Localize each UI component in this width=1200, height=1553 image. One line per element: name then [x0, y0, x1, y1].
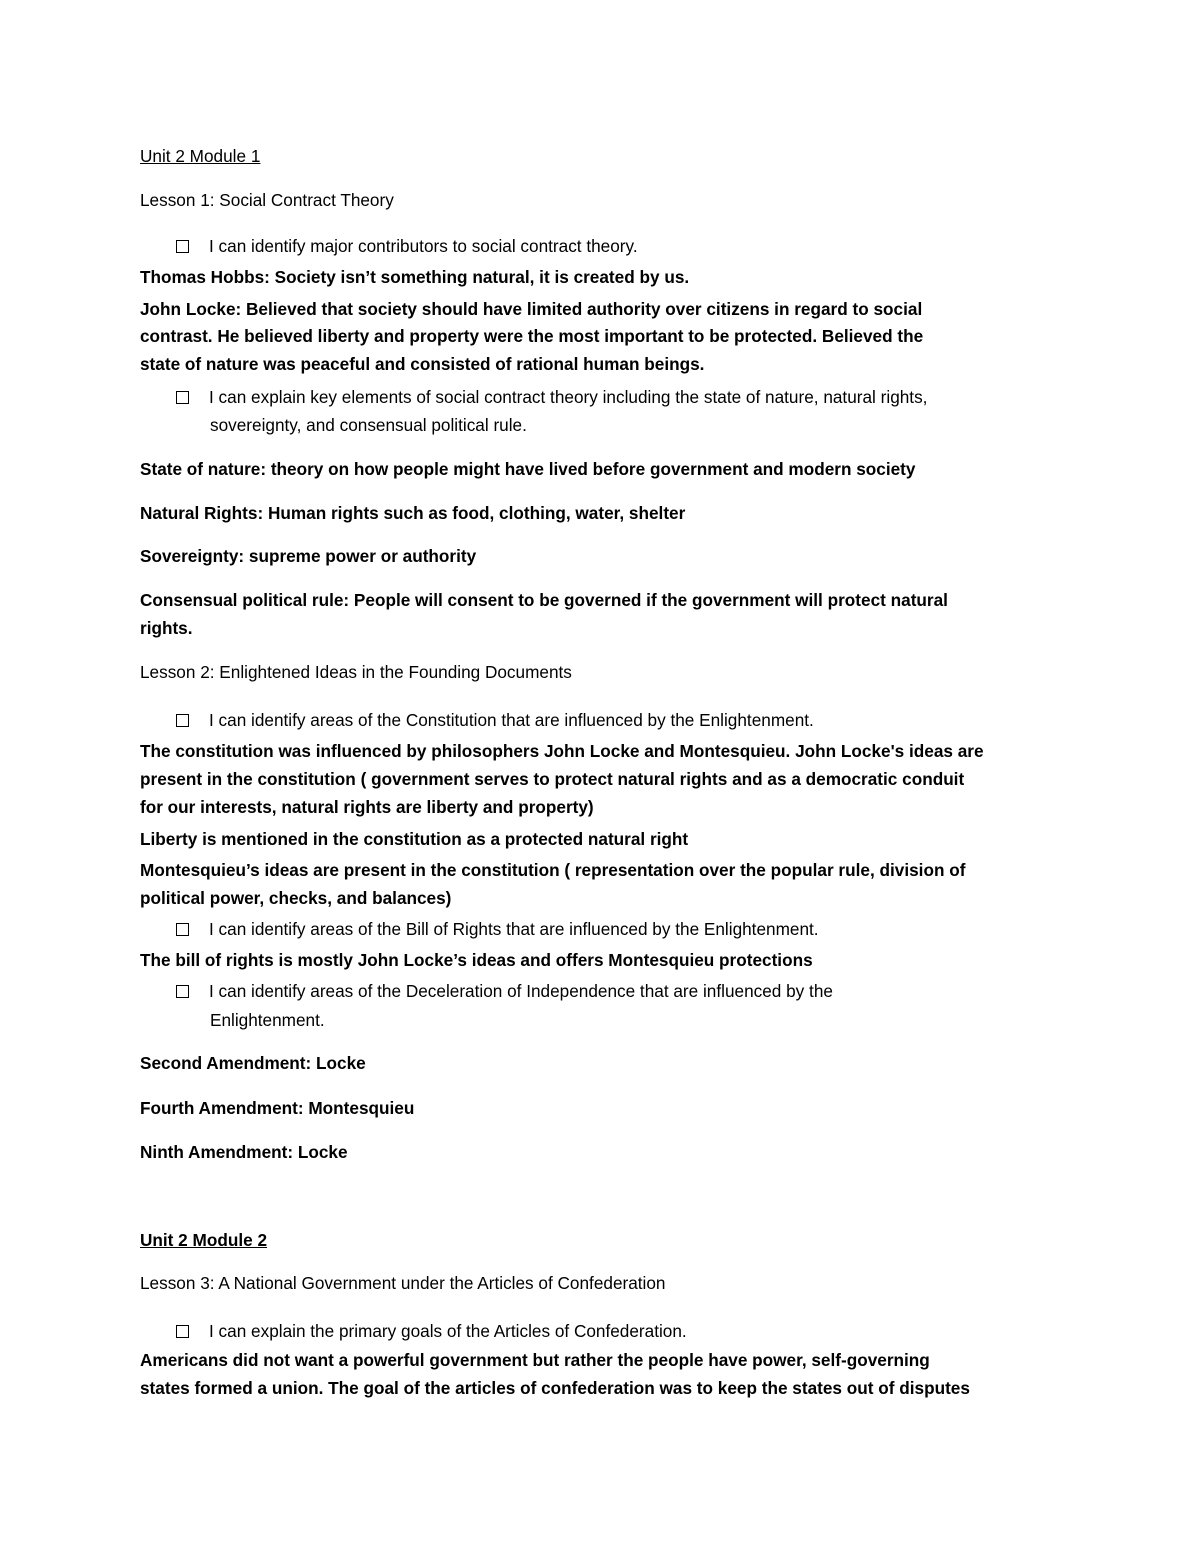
lesson-2-goal-3-cont: Enlightenment. [210, 1010, 325, 1030]
lesson-2-title: Lesson 2: Enlightened Ideas in the Founding Documents [140, 662, 572, 682]
second-amendment-note: Second Amendment: Locke [140, 1053, 366, 1073]
fourth-amendment-note: Fourth Amendment: Montesquieu [140, 1098, 415, 1118]
hobbs-note: Thomas Hobbs: Society isn’t something natural, it is created by us. [140, 267, 690, 287]
liberty-note: Liberty is mentioned in the constitution as a protected natural right [140, 829, 689, 849]
montesquieu-note-line-1: Montesquieu’s ideas are present in the constitution ( representation over the popular rule, division of [140, 860, 966, 880]
ninth-amendment-note: Ninth Amendment: Locke [140, 1142, 348, 1162]
lesson-2-goal-3: I can identify areas of the Deceleration of Independence that are influenced by the [176, 981, 833, 1001]
lesson-1-goal-1: I can identify major contributors to social contract theory. [176, 236, 638, 256]
module-2-heading: Unit 2 Module 2 [140, 1230, 268, 1250]
lesson-3-title: Lesson 3: A National Government under the Articles of Confederation [140, 1273, 666, 1293]
bill-of-rights-note: The bill of rights is mostly John Locke’s ideas and offers Montesquieu protections [140, 950, 813, 970]
americans-note-line-2: states formed a union. The goal of the articles of confederation was to keep the states out of disputes [140, 1378, 970, 1398]
natural-rights-note: Natural Rights: Human rights such as food, clothing, water, shelter [140, 503, 686, 523]
constitution-note-line-3: for our interests, natural rights are liberty and property) [140, 797, 594, 817]
module-1-heading: Unit 2 Module 1 [140, 146, 261, 166]
consensual-rule-line-1: Consensual political rule: People will consent to be governed if the government will protect natural [140, 590, 948, 610]
sovereignty-note: Sovereignty: supreme power or authority [140, 546, 477, 566]
checkbox-icon[interactable] [176, 240, 189, 253]
americans-note-line-1: Americans did not want a powerful government but rather the people have power, self-governing [140, 1350, 930, 1370]
checkbox-icon[interactable] [176, 923, 189, 936]
lesson-3-goal-1: I can explain the primary goals of the Articles of Confederation. [176, 1321, 687, 1341]
locke-note-line-1: John Locke: Believed that society should have limited authority over citizens in regard to social [140, 299, 923, 319]
checkbox-icon[interactable] [176, 985, 189, 998]
checkbox-icon[interactable] [176, 1325, 189, 1338]
state-of-nature-note: State of nature: theory on how people might have lived before government and modern society [140, 459, 916, 479]
checkbox-icon[interactable] [176, 714, 189, 727]
locke-note-line-2: contrast. He believed liberty and property were the most important to be protected. Believed the [140, 326, 924, 346]
lesson-1-title: Lesson 1: Social Contract Theory [140, 190, 394, 210]
locke-note-line-3: state of nature was peaceful and consisted of rational human beings. [140, 354, 705, 374]
checkbox-icon[interactable] [176, 391, 189, 404]
consensual-rule-line-2: rights. [140, 618, 193, 638]
lesson-2-goal-1: I can identify areas of the Constitution that are influenced by the Enlightenment. [176, 710, 814, 730]
lesson-1-goal-2: I can explain key elements of social contract theory including the state of nature, natural rights, [176, 387, 927, 407]
constitution-note-line-2: present in the constitution ( government serves to protect natural rights and as a democratic conduit [140, 769, 965, 789]
lesson-1-goal-2-cont: sovereignty, and consensual political rule. [210, 415, 527, 435]
montesquieu-note-line-2: political power, checks, and balances) [140, 888, 452, 908]
constitution-note-line-1: The constitution was influenced by philosophers John Locke and Montesquieu. John Locke's ideas are [140, 741, 984, 761]
lesson-2-goal-2: I can identify areas of the Bill of Rights that are influenced by the Enlightenment. [176, 919, 819, 939]
